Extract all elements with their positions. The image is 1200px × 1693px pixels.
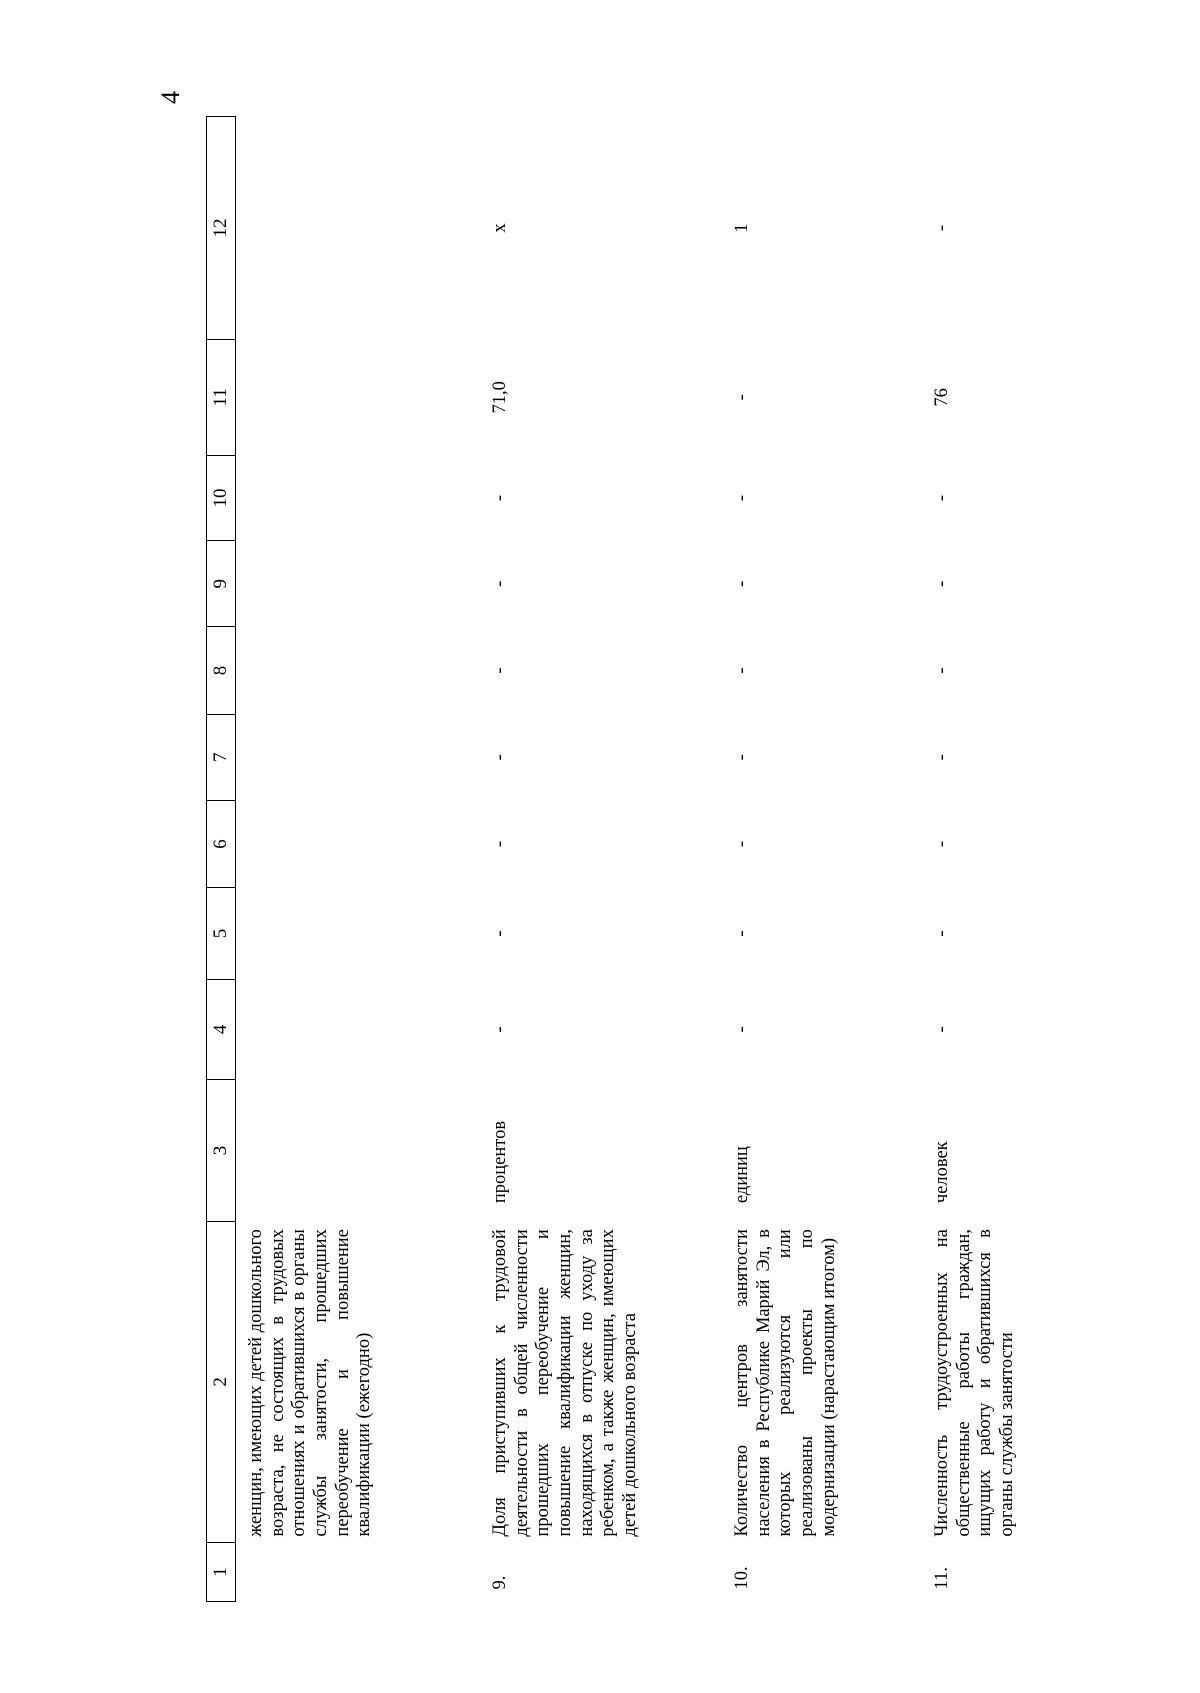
value-cell-col-4 — [236, 979, 481, 1080]
column-header-8: 8 — [207, 627, 236, 715]
indicator-description: Численность трудоустроенных на общественные работы граждан, ищущих работу и обратившихся в органы службы занятости — [932, 1229, 1017, 1537]
value-cell-col-12: - — [932, 224, 952, 232]
page-number: 4 — [156, 91, 185, 104]
column-header-11: 11 — [207, 339, 236, 455]
indicator-description: Доля приступивших к трудовой деятельности в общей численности прошедших переобучение и повышение квалификации женщин, находящихся в отпуске по уходу за ребенком, а также женщин, имеющих детей дошкольного возраста — [490, 1229, 640, 1537]
unit-of-measure: человек — [932, 1141, 952, 1204]
value-cell-col-5: - — [932, 930, 952, 937]
column-header-9: 9 — [207, 541, 236, 627]
table-row — [480, 117, 722, 1602]
table-row — [236, 117, 481, 1602]
value-cell-col-7 — [236, 714, 481, 800]
value-cell-col-4: - — [490, 1026, 510, 1033]
value-cell-col-6 — [236, 800, 481, 888]
value-cell-col-11: - — [732, 394, 752, 401]
column-header-10: 10 — [207, 455, 236, 541]
value-cell-col-12: х — [490, 223, 510, 233]
unit-of-measure: единиц — [732, 1146, 752, 1204]
value-cell-col-9 — [236, 541, 481, 627]
value-cell-col-4: - — [932, 1026, 952, 1033]
value-cell-col-5: - — [732, 930, 752, 937]
header-row — [207, 117, 236, 1602]
value-cell-col-8: - — [732, 667, 752, 674]
value-cell-col-7: - — [490, 754, 510, 761]
rotated-table-container — [206, 116, 1017, 1602]
value-cell-col-4: - — [732, 1026, 752, 1033]
row-number — [236, 1543, 481, 1602]
column-header-2: 2 — [207, 1221, 236, 1542]
column-header-5: 5 — [207, 888, 236, 979]
value-cell-col-12 — [236, 117, 481, 340]
value-cell-col-6: - — [932, 840, 952, 848]
value-cell-col-10: - — [932, 494, 952, 502]
value-cell-col-8: - — [932, 667, 952, 674]
column-header-1: 1 — [207, 1543, 236, 1602]
value-cell-col-8 — [236, 627, 481, 715]
value-cell-col-9: - — [932, 580, 952, 587]
value-cell-col-5: - — [490, 930, 510, 937]
value-cell-col-10: - — [732, 494, 752, 502]
value-cell-col-11: 71,0 — [490, 381, 510, 414]
column-header-3: 3 — [207, 1080, 236, 1221]
unit-of-measure: процентов — [490, 1120, 510, 1204]
indicators-table — [206, 116, 1042, 1602]
indicator-description: женщин, имеющих детей дошкольного возраста, не состоящих в трудовых отношениях и обратившихся в органы службы занятости, прошедших переобучение и повышение квалификации (ежегодно) — [246, 1229, 375, 1537]
column-header-7: 7 — [207, 714, 236, 800]
row-number: 10. — [732, 1566, 752, 1590]
value-cell-col-10 — [236, 455, 481, 541]
value-cell-col-8: - — [490, 667, 510, 674]
value-cell-col-5 — [236, 888, 481, 979]
row-number: 9. — [490, 1575, 510, 1590]
column-header-6: 6 — [207, 800, 236, 888]
value-cell-col-7: - — [932, 754, 952, 761]
value-cell-col-11 — [236, 339, 481, 455]
value-cell-col-10: - — [490, 494, 510, 502]
value-cell-col-7: - — [732, 754, 752, 761]
row-number: 11. — [932, 1567, 952, 1590]
value-cell-col-9: - — [490, 580, 510, 587]
value-cell-col-11: 76 — [932, 388, 952, 407]
table-body — [236, 117, 1043, 1602]
column-header-4: 4 — [207, 979, 236, 1080]
value-cell-col-12: 1 — [732, 223, 752, 233]
column-header-12: 12 — [207, 117, 236, 340]
unit-of-measure — [236, 1080, 481, 1221]
value-cell-col-6: - — [490, 840, 510, 848]
indicator-description: Количество центров занятости населения в Республике Марий Эл, в которых реализуются или реализованы проекты по модернизации (нарастающим итогом) — [732, 1229, 839, 1537]
value-cell-col-9: - — [732, 580, 752, 587]
value-cell-col-6: - — [732, 840, 752, 848]
table-row — [922, 117, 1042, 1602]
table-row — [722, 117, 922, 1602]
